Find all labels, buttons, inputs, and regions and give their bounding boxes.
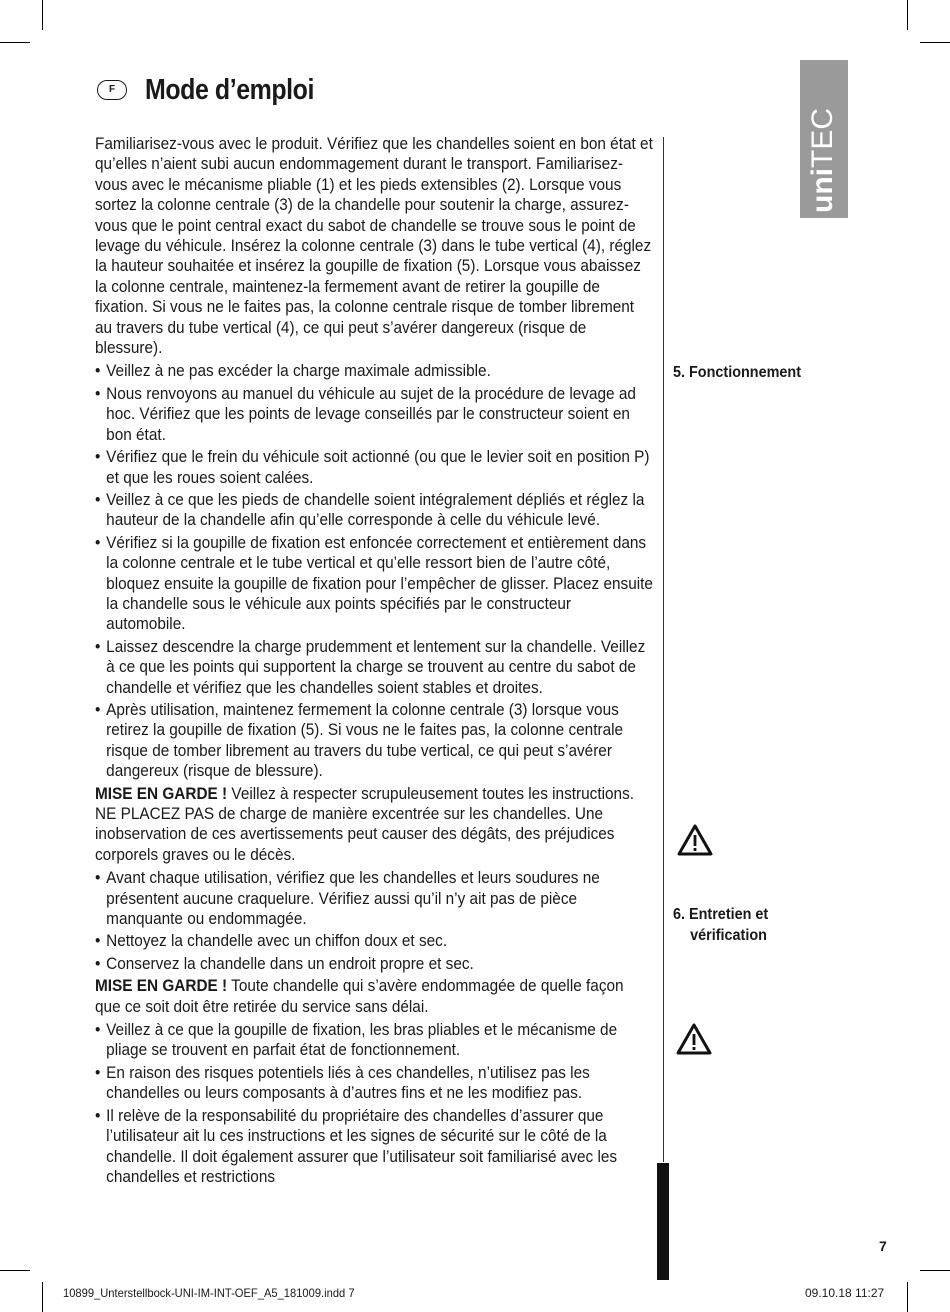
page-title: Mode d’emploi: [145, 74, 314, 106]
crop-mark: [907, 0, 908, 30]
list-item: • Veillez à ce que la goupille de fixation, les bras pliables et le mécanisme de pliage se trouvent en parfait état de fonctionnement.: [95, 1020, 653, 1061]
crop-mark: [42, 1282, 43, 1312]
crop-mark: [920, 1270, 950, 1271]
footer-timestamp: 09.10.18 11:27: [805, 1286, 885, 1300]
crop-mark: [0, 1270, 30, 1271]
list-item: • Nous renvoyons au manuel du véhicule au sujet de la procédure de levage ad hoc. Vérifiez que les points de levage conseillés par le constructeur soient en bon état.: [95, 384, 653, 445]
page-number: 7: [879, 1238, 887, 1254]
crop-mark: [920, 42, 950, 43]
list-item: • Après utilisation, maintenez fermement la colonne centrale (3) lorsque vous retirez la goupille de fixation (5). Si vous ne le faites pas, la colonne centrale risque de tomber librement au travers du tube vertical, ce qui peut s’avérer dangereux (risque de blessure).: [95, 700, 653, 782]
list-item: • En raison des risques potentiels liés à ces chandelles, n’utilisez pas les chandelles ou leurs composants à d’autres fins et ne les modifiez pas.: [95, 1063, 653, 1104]
bullet-list-3: [95, 1020, 653, 1187]
list-item: • Conservez la chandelle dans un endroit propre et sec.: [95, 954, 653, 974]
warning-paragraph-2: [95, 976, 653, 1017]
main-content: [95, 134, 653, 1189]
list-item: • Vérifiez que le frein du véhicule soit actionné (ou que le levier soit en position P) et que les roues soient calées.: [95, 447, 653, 488]
bullet-list-2: [95, 868, 653, 974]
column-divider: [663, 137, 664, 1162]
list-item: • Avant chaque utilisation, vérifiez que les chandelles et leurs soudures ne présentent aucune craquelure. Vérifiez aussi qu’il n’y ait pas de pièce manquante ou endommagée.: [95, 868, 653, 929]
section-heading-6-line2: vérification: [690, 927, 767, 944]
section-heading-6-line1: 6. Entretien et: [673, 906, 769, 923]
warning-text: Veillez à respecter scrupuleusement toutes les instructions. NE PLACEZ PAS de charge de manière excentrée sur les chandelles. Une inobservation de ces avertissements peut causer des dégâts, des préjudices corporels graves ou le décès.: [95, 784, 635, 864]
warning-text: Toute chandelle qui s’avère endommagée de quelle façon que ce soit doit être retirée du service sans délai.: [95, 977, 624, 1016]
list-item: • Laissez descendre la charge prudemment et lentement sur la chandelle. Veillez à ce que les points qui supportent la charge se trouvent au centre du sabot de chandelle et vérifiez que les chandelles soient stables et droites.: [95, 637, 653, 698]
brand-logo: [800, 60, 848, 218]
list-item: • Il relève de la responsabilité du propriétaire des chandelles d’assurer que l’utilisateur ait lu ces instructions et les signes de sécurité sur le côté de la chandelle. Il doit également assurer que l’utilisateur soit familiarisé avec les chandelles et restrictions: [95, 1106, 653, 1188]
list-item: • Veillez à ce que les pieds de chandelle soient intégralement dépliés et réglez la hauteur de la chandelle afin qu’elle corresponde à celle du véhicule levé.: [95, 490, 653, 531]
footer-filename: 10899_Unterstellbock-UNI-IM-INT-OEF_A5_181009.indd 7: [63, 1286, 355, 1300]
column-divider-bar: [657, 1163, 669, 1280]
logo-tec: TEC: [806, 108, 839, 168]
warning-triangle-icon: [675, 1022, 713, 1056]
list-item: • Vérifiez si la goupille de fixation est enfoncée correctement et entièrement dans la colonne centrale et le tube vertical et qu’elle ressort bien de l’autre côté, bloquez ensuite la goupille de fixation pour l’empêcher de glisser. Placez ensuite la chandelle sous le véhicule aux points spécifiés par le constructeur automobile.: [95, 533, 653, 635]
list-item: • Veillez à ne pas excéder la charge maximale admissible.: [95, 361, 653, 381]
crop-mark: [42, 0, 43, 30]
section-heading-6: [673, 904, 768, 946]
warning-label: MISE EN GARDE !: [95, 977, 228, 996]
language-badge: F: [97, 80, 127, 100]
logo-uni: uni: [806, 168, 839, 213]
crop-mark: [0, 42, 30, 43]
list-item: • Nettoyez la chandelle avec un chiffon doux et sec.: [95, 931, 653, 951]
section-heading-5: 5. Fonctionnement: [673, 364, 802, 381]
intro-paragraph: Familiarisez-vous avec le produit. Vérifiez que les chandelles soient en bon état et qu’elles n’aient subi aucun endommagement durant le transport. Familiarisez-vous avec le mécanisme pliable (1) et les pieds extensibles (2). Lorsque vous sortez la colonne centrale (3) de la chandelle pour soutenir la charge, assurez-vous que le point central exact du sabot de chandelle se trouve sous le point de levage du véhicule. Insérez la colonne centrale (3) dans le tube vertical (4), réglez la hauteur souhaitée et insérez la goupille de fixation (5). Lorsque vous abaissez la colonne centrale, maintenez-la fermement avant de retirer la goupille de fixation. Si vous ne le faites pas, la colonne centrale risque de tomber librement au travers du tube vertical (4), ce qui peut s’avérer dangereux (risque de blessure).: [95, 135, 653, 358]
warning-triangle-icon: [676, 823, 714, 857]
warning-label: MISE EN GARDE !: [95, 784, 228, 803]
warning-paragraph-1: [95, 784, 653, 866]
bullet-list-1: [95, 361, 653, 781]
crop-mark: [907, 1282, 908, 1312]
